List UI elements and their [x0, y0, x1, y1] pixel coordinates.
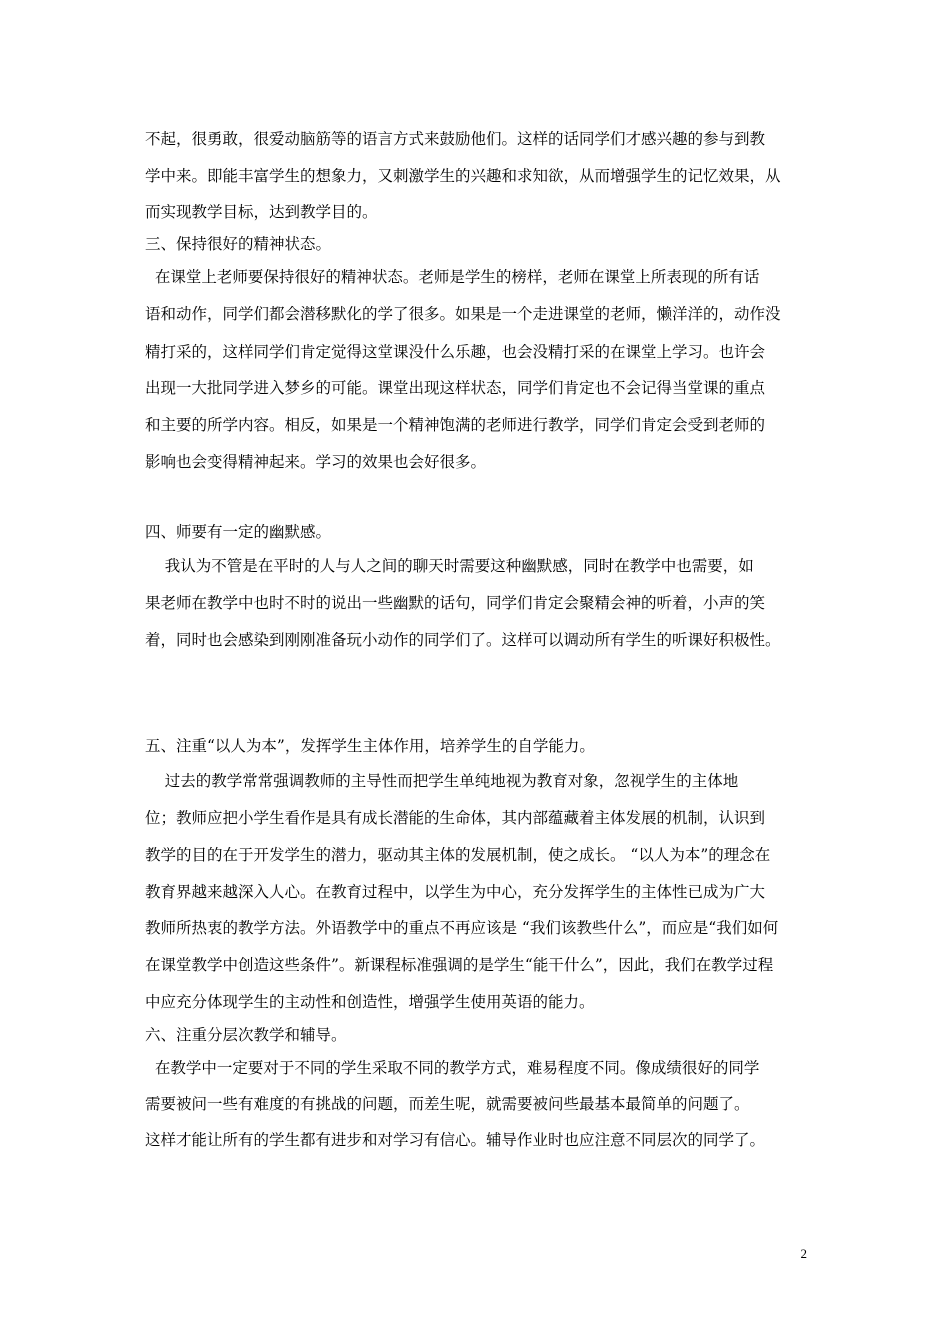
page-number: 2 [800, 1246, 807, 1261]
text-line: 不起，很勇敢，很爱动脑筋等的语言方式来鼓励他们。这样的话同学们才感兴趣的参与到教 [145, 130, 766, 148]
text-line: 和主要的所学内容。相反，如果是一个精神饱满的老师进行教学，同学们肯定会受到老师的 [145, 416, 766, 434]
text-line: 过去的教学常常强调教师的主导性而把学生单纯地视为教育对象，忽视学生的主体地 [145, 772, 739, 790]
section-heading: 四、师要有一定的幽默感。 [145, 523, 332, 541]
text-line: 教学的目的在于开发学生的潜力，驱动其主体的发展机制，使之成长。 “以人为本”的理念在 [145, 846, 771, 864]
text-line: 位；教师应把小学生看作是具有成长潜能的生命体，其内部蕴藏着主体发展的机制，认识到 [145, 809, 766, 827]
text-line: 学中来。即能丰富学生的想象力，又刺激学生的兴趣和求知欲，从而增强学生的记忆效果，从 [145, 167, 781, 185]
text-line: 教师所热衷的教学方法。外语教学中的重点不再应该是 “我们该教些什么”，而应是“我们如何 [145, 919, 779, 937]
text-line: 在课堂上老师要保持很好的精神状态。老师是学生的榜样，老师在课堂上所表现的所有话 [145, 268, 760, 286]
section-heading: 五、注重“以人为本”，发挥学生主体作用，培养学生的自学能力。 [145, 737, 595, 755]
text-line: 这样才能让所有的学生都有进步和对学习有信心。辅导作业时也应注意不同层次的同学了。 [145, 1131, 766, 1149]
text-line: 出现一大批同学进入梦乡的可能。课堂出现这样状态，同学们肯定也不会记得当堂课的重点 [145, 379, 766, 397]
text-line: 我认为不管是在平时的人与人之间的聊天时需要这种幽默感，同时在教学中也需要，如 [145, 557, 754, 575]
text-line: 着，同时也会感染到刚刚准备玩小动作的同学们了。这样可以调动所有学生的听课好积极性。 [145, 631, 781, 649]
text-line: 在教学中一定要对于不同的学生采取不同的教学方式，难易程度不同。像成绩很好的同学 [145, 1059, 760, 1077]
text-line: 语和动作，同学们都会潜移默化的学了很多。如果是一个走进课堂的老师，懒洋洋的，动作没 [145, 305, 781, 323]
text-line: 果老师在教学中也时不时的说出一些幽默的话句，同学们肯定会聚精会神的听着，小声的笑 [145, 594, 766, 612]
text-line: 中应充分体现学生的主动性和创造性，增强学生使用英语的能力。 [145, 993, 595, 1011]
text-line: 而实现教学目标，达到教学目的。 [145, 203, 378, 221]
text-line: 教育界越来越深入人心。在教育过程中，以学生为中心，充分发挥学生的主体性已成为广大 [145, 883, 766, 901]
section-heading: 六、注重分层次教学和辅导。 [145, 1026, 347, 1044]
text-line: 在课堂教学中创造这些条件”。新课程标准强调的是学生“能干什么”，因此，我们在教学过程 [145, 956, 774, 974]
text-line: 需要被问一些有难度的有挑战的问题，而差生呢，就需要被问些最基本最简单的问题了。 [145, 1095, 750, 1113]
section-heading: 三、保持很好的精神状态。 [145, 235, 332, 253]
text-line: 精打采的，这样同学们肯定觉得这堂课没什么乐趣，也会没精打采的在课堂上学习。也许会 [145, 343, 766, 361]
text-line: 影响也会变得精神起来。学习的效果也会好很多。 [145, 453, 487, 471]
